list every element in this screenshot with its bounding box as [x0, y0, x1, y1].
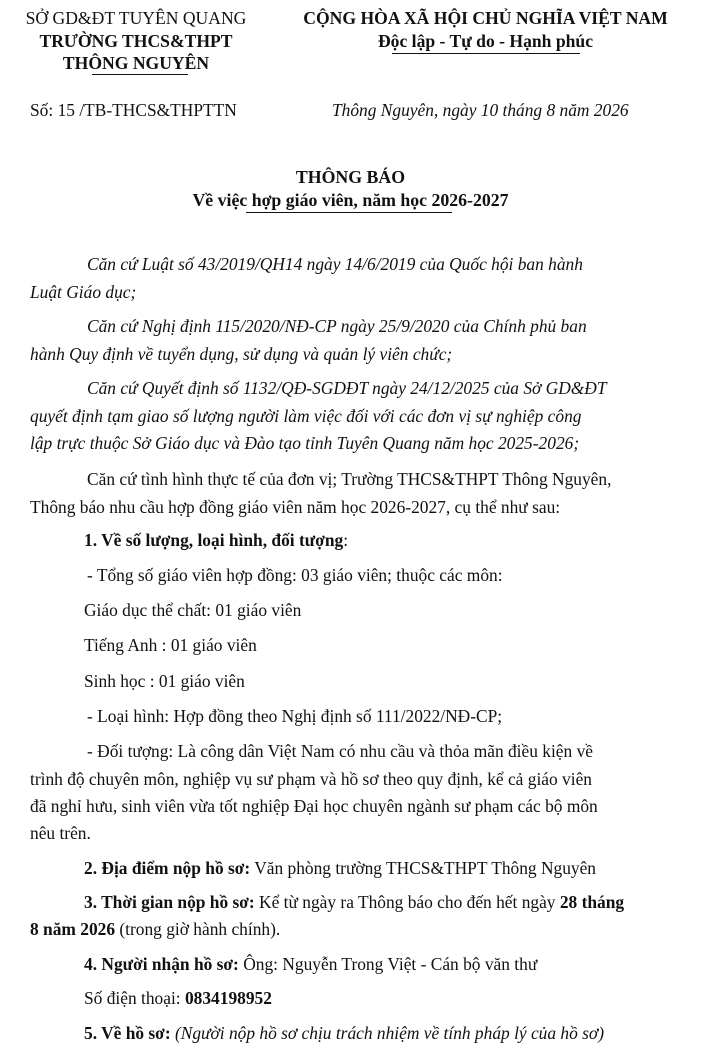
- section3-deadline-a: 28 tháng: [559, 892, 625, 912]
- section3-line2: [30, 919, 280, 940]
- school-name-underline: [92, 74, 188, 75]
- section5-note: (Người nộp hồ sơ chịu trách nhiệm về tính pháp lý của hồ sơ): [170, 1023, 604, 1043]
- section3-line1: [84, 892, 624, 913]
- phone-value: 0834198952: [184, 988, 272, 1008]
- school-name-line1: TRƯỜNG THCS&THPT: [39, 31, 233, 51]
- nation-motto: Độc lập - Tự do - Hạnh phúc: [377, 31, 594, 51]
- org-parent: SỞ GD&ĐT TUYÊN QUANG: [25, 8, 247, 28]
- school-name-line2: THÔNG NGUYÊN: [62, 53, 210, 73]
- section4-phone: [84, 988, 272, 1009]
- number-suffix: /TB-THCS&THPTTN: [79, 100, 237, 120]
- section2-value: Văn phòng trường THCS&THPT Thông Nguyên: [250, 858, 597, 878]
- section1-heading-text: 1. Về số lượng, loại hình, đối tượng: [84, 530, 344, 550]
- place-date: Thông Nguyên, ngày 10 tháng 8 năm 2026: [332, 100, 629, 120]
- section1-heading-colon: :: [343, 530, 349, 550]
- section1-heading: [84, 530, 348, 551]
- number-value: 15: [57, 100, 75, 120]
- nation-title: CỘNG HÒA XÃ HỘI CHỦ NGHĨA VIỆT NAM: [303, 8, 668, 28]
- section4-label: 4. Người nhận hồ sơ:: [84, 954, 239, 974]
- doc-subtitle: Về việc hợp giáo viên, năm học 2026-2027: [192, 190, 509, 210]
- section5: [84, 1023, 604, 1044]
- section2: [84, 858, 596, 879]
- subject-item: Sinh học : 01 giáo viên: [84, 671, 245, 691]
- section1-target-line3: đã nghỉ hưu, sinh viên vừa tốt nghiệp Đại học chuyên ngành sư phạm các bộ môn: [30, 796, 598, 816]
- section2-label: 2. Địa điểm nộp hồ sơ:: [84, 858, 251, 878]
- subject-item: Giáo dục thể chất: 01 giáo viên: [84, 600, 302, 620]
- phone-label: Số điện thoại:: [84, 988, 185, 1008]
- basis-3-line2: quyết định tạm giao số lượng người làm việc đối với các đơn vị sự nghiệp công: [30, 406, 582, 426]
- section1-type: - Loại hình: Hợp đồng theo Nghị định số 111/2022/NĐ-CP;: [87, 706, 503, 726]
- section4: [84, 954, 537, 975]
- section4-value: Ông: Nguyễn Trong Việt - Cán bộ văn thư: [238, 954, 538, 974]
- section3-label: 3. Thời gian nộp hồ sơ:: [84, 892, 255, 912]
- intro-line2: Thông báo nhu cầu hợp đồng giáo viên năm học 2026-2027, cụ thể như sau:: [30, 497, 561, 517]
- nation-motto-underline: [392, 53, 580, 54]
- document-number: [30, 100, 237, 121]
- subtitle-underline: [246, 212, 452, 213]
- intro-line1: Căn cứ tình hình thực tế của đơn vị; Trường THCS&THPT Thông Nguyên,: [87, 469, 612, 489]
- basis-2-line2: hành Quy định về tuyển dụng, sử dụng và quản lý viên chức;: [30, 344, 453, 364]
- basis-1-line1: Căn cứ Luật số 43/2019/QH14 ngày 14/6/2019 của Quốc hội ban hành: [87, 254, 583, 274]
- section3-value: Kể từ ngày ra Thông báo cho đến hết ngày: [254, 892, 560, 912]
- basis-2-line1: Căn cứ Nghị định 115/2020/NĐ-CP ngày 25/9/2020 của Chính phủ ban: [87, 316, 587, 336]
- section1-total: - Tổng số giáo viên hợp đồng: 03 giáo viên; thuộc các môn:: [87, 565, 503, 585]
- number-label: Số:: [30, 100, 54, 120]
- basis-1-line2: Luật Giáo dục;: [30, 282, 137, 302]
- section3-deadline-b: 8 năm 2026: [30, 919, 116, 939]
- subject-item: Tiếng Anh : 01 giáo viên: [84, 635, 257, 655]
- doc-title: THÔNG BÁO: [295, 167, 406, 187]
- section3-tail: (trong giờ hành chính).: [115, 919, 281, 939]
- basis-3-line3: lập trực thuộc Sở Giáo dục và Đào tạo tỉnh Tuyên Quang năm học 2025-2026;: [30, 433, 580, 453]
- section1-target-line4: nêu trên.: [30, 823, 91, 843]
- section1-target-line1: - Đối tượng: Là công dân Việt Nam có nhu cầu và thỏa mãn điều kiện về: [87, 741, 593, 761]
- section5-label: 5. Về hồ sơ:: [84, 1023, 171, 1043]
- basis-3-line1: Căn cứ Quyết định số 1132/QĐ-SGDĐT ngày 24/12/2025 của Sở GD&ĐT: [87, 378, 607, 398]
- section1-target-line2: trình độ chuyên môn, nghiệp vụ sư phạm và hồ sơ theo quy định, kể cả giáo viên: [30, 769, 592, 789]
